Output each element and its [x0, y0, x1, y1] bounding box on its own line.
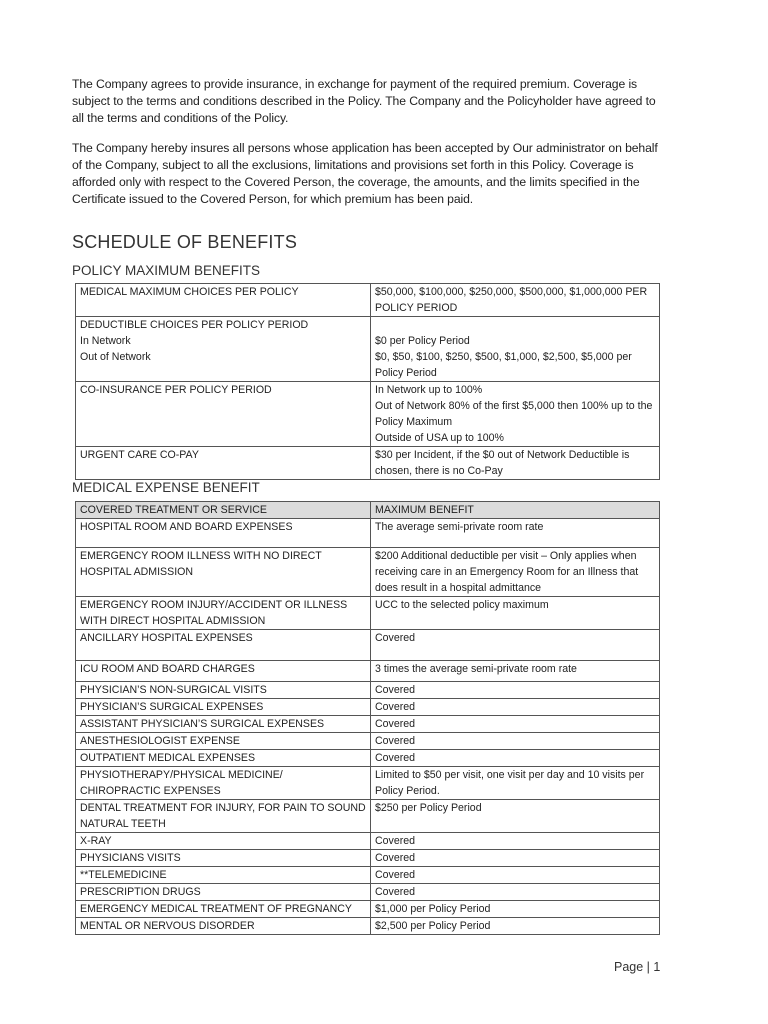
benefit-label-cell	[76, 382, 371, 447]
column-header-treatment: COVERED TREATMENT OR SERVICE	[76, 502, 371, 519]
benefit-label-cell	[76, 284, 371, 317]
max-benefit-cell: UCC to the selected policy maximum	[371, 597, 660, 630]
table-header-row	[76, 502, 660, 519]
max-benefit-cell: Limited to $50 per visit, one visit per day and 10 visits per Policy Period.	[371, 767, 660, 800]
table-row	[76, 630, 660, 661]
cell-line: In Network	[80, 335, 131, 347]
table-row	[76, 317, 660, 382]
benefit-value-cell	[371, 447, 660, 480]
table-row	[76, 901, 660, 918]
benefit-label-cell	[76, 447, 371, 480]
table-row	[76, 716, 660, 733]
treatment-cell: ICU ROOM AND BOARD CHARGES	[76, 661, 371, 682]
table-row	[76, 699, 660, 716]
max-benefit-cell: Covered	[371, 867, 660, 884]
treatment-cell: ANESTHESIOLOGIST EXPENSE	[76, 733, 371, 750]
max-benefit-cell: Covered	[371, 833, 660, 850]
max-benefit-cell: $2,500 per Policy Period	[371, 918, 660, 935]
table-row	[76, 918, 660, 935]
max-benefit-cell: Covered	[371, 750, 660, 767]
medical-expense-heading: MEDICAL EXPENSE BENEFIT	[72, 480, 260, 495]
benefit-value-cell	[371, 284, 660, 317]
intro-paragraph-1: The Company agrees to provide insurance, in exchange for payment of the required premium. Coverage is subject to the terms and conditions described in the Policy. The Company and the Policyholder have agreed to all the terms and conditions of the Policy.	[72, 77, 656, 125]
treatment-cell: HOSPITAL ROOM AND BOARD EXPENSES	[76, 519, 371, 548]
table-row	[76, 733, 660, 750]
table-row	[76, 850, 660, 867]
max-benefit-cell: Covered	[371, 716, 660, 733]
intro-paragraph-2: The Company hereby insures all persons whose application has been accepted by Our administrator on behalf of the Company, subject to all the exclusions, limitations and provisions set forth in this Policy. Coverage is afforded only with respect to the Covered Person, the coverage, the amounts, and the limits specified in the Certificate issued to the Covered Person, for which premium has been paid.	[72, 141, 658, 206]
benefit-value-cell	[371, 317, 660, 382]
max-benefit-cell: Covered	[371, 699, 660, 716]
cell-line: Outside of USA up to 100%	[375, 432, 504, 444]
cell-line	[375, 317, 655, 333]
cell-line: $30 per Incident, if the $0 out of Network Deductible is chosen, there is no Co-Pay	[375, 449, 630, 477]
max-benefit-cell: Covered	[371, 630, 660, 661]
cell-line: Out of Network 80% of the first $5,000 then 100% up to the Policy Maximum	[375, 400, 653, 428]
max-benefit-cell: Covered	[371, 682, 660, 699]
page-number: Page | 1	[614, 960, 661, 974]
table-row	[76, 682, 660, 699]
medical-expense-table	[75, 501, 660, 935]
treatment-cell: EMERGENCY MEDICAL TREATMENT OF PREGNANCY	[76, 901, 371, 918]
schedule-title: SCHEDULE OF BENEFITS	[72, 232, 298, 252]
table-row	[76, 767, 660, 800]
treatment-cell: PHYSICIAN’S NON-SURGICAL VISITS	[76, 682, 371, 699]
table-row	[76, 884, 660, 901]
treatment-cell: OUTPATIENT MEDICAL EXPENSES	[76, 750, 371, 767]
cell-line: URGENT CARE CO-PAY	[80, 449, 199, 461]
treatment-cell: ANCILLARY HOSPITAL EXPENSES	[76, 630, 371, 661]
column-header-benefit: MAXIMUM BENEFIT	[371, 502, 660, 519]
table-row	[76, 833, 660, 850]
benefit-label-cell	[76, 317, 371, 382]
table-row	[76, 867, 660, 884]
cell-line: In Network up to 100%	[375, 384, 483, 396]
max-benefit-cell: $250 per Policy Period	[371, 800, 660, 833]
cell-line: Out of Network	[80, 351, 151, 363]
max-benefit-cell: Covered	[371, 884, 660, 901]
max-benefit-cell: $1,000 per Policy Period	[371, 901, 660, 918]
table-row	[76, 382, 660, 447]
treatment-cell: PHYSIOTHERAPY/PHYSICAL MEDICINE/ CHIROPRACTIC EXPENSES	[76, 767, 371, 800]
treatment-cell: ASSISTANT PHYSICIAN’S SURGICAL EXPENSES	[76, 716, 371, 733]
table-row	[76, 750, 660, 767]
max-benefit-cell: Covered	[371, 733, 660, 750]
treatment-cell: EMERGENCY ROOM INJURY/ACCIDENT OR ILLNESS WITH DIRECT HOSPITAL ADMISSION	[76, 597, 371, 630]
cell-line: $0 per Policy Period	[375, 335, 470, 347]
policy-max-table	[75, 283, 660, 480]
treatment-cell: PHYSICIAN’S SURGICAL EXPENSES	[76, 699, 371, 716]
table-row	[76, 800, 660, 833]
max-benefit-cell: $200 Additional deductible per visit – Only applies when receiving care in an Emergency Room for an Illness that does result in a hospital admittance	[371, 548, 660, 597]
max-benefit-cell: 3 times the average semi-private room rate	[371, 661, 660, 682]
max-benefit-cell: Covered	[371, 850, 660, 867]
treatment-cell: MENTAL OR NERVOUS DISORDER	[76, 918, 371, 935]
table-row	[76, 519, 660, 548]
policy-max-heading: POLICY MAXIMUM BENEFITS	[72, 263, 261, 278]
treatment-cell: DENTAL TREATMENT FOR INJURY, FOR PAIN TO SOUND NATURAL TEETH	[76, 800, 371, 833]
cell-line: MEDICAL MAXIMUM CHOICES PER POLICY	[80, 286, 299, 298]
treatment-cell: **TELEMEDICINE	[76, 867, 371, 884]
table-row	[76, 661, 660, 682]
treatment-cell: PHYSICIANS VISITS	[76, 850, 371, 867]
table-row	[76, 597, 660, 630]
cell-line: CO-INSURANCE PER POLICY PERIOD	[80, 384, 272, 396]
table-row	[76, 284, 660, 317]
cell-line: DEDUCTIBLE CHOICES PER POLICY PERIOD	[80, 319, 309, 331]
max-benefit-cell: The average semi-private room rate	[371, 519, 660, 548]
table-row	[76, 447, 660, 480]
cell-line: $50,000, $100,000, $250,000, $500,000, $1,000,000 PER POLICY PERIOD	[375, 286, 648, 314]
cell-line: $0, $50, $100, $250, $500, $1,000, $2,500, $5,000 per Policy Period	[375, 351, 632, 379]
table-row	[76, 548, 660, 597]
treatment-cell: PRESCRIPTION DRUGS	[76, 884, 371, 901]
treatment-cell: EMERGENCY ROOM ILLNESS WITH NO DIRECT HOSPITAL ADMISSION	[76, 548, 371, 597]
treatment-cell: X-RAY	[76, 833, 371, 850]
benefit-value-cell	[371, 382, 660, 447]
